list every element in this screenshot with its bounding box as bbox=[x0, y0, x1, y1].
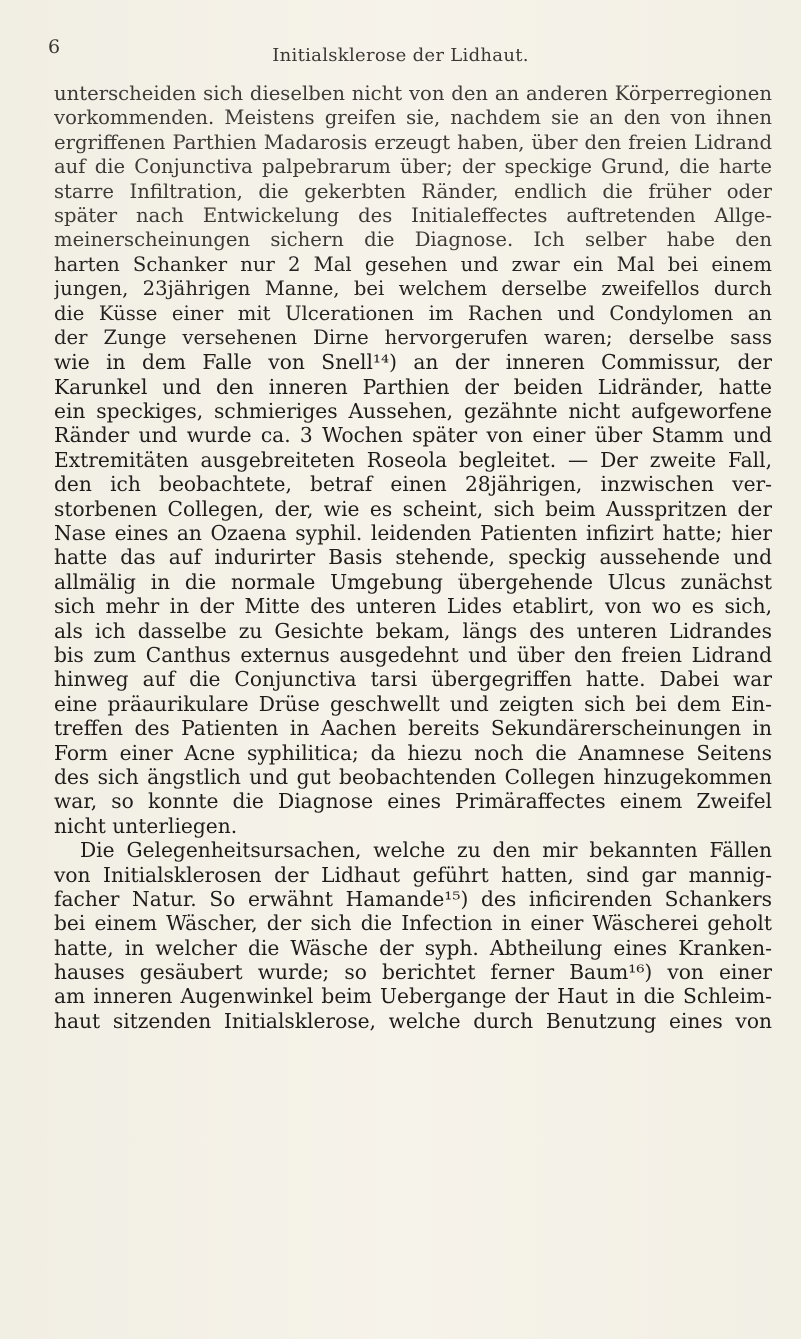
text-line: am inneren Augenwinkel beim Uebergange der Haut in die Schleim- bbox=[54, 984, 772, 1009]
body-text bbox=[54, 82, 772, 1033]
text-line: treffen des Patienten in Aachen bereits Sekundärerscheinungen in bbox=[54, 716, 772, 741]
text-line: als ich dasselbe zu Gesichte bekam, längs des unteren Lidrandes bbox=[54, 618, 772, 643]
text-line: storbenen Collegen, der, wie es scheint, sich beim Ausspritzen der bbox=[54, 496, 772, 521]
text-line: hauses gesäubert wurde; so berichtet ferner Baum¹⁶) von einer bbox=[54, 960, 772, 985]
text-line: auf die Conjunctiva palpebrarum über; der speckige Grund, die harte bbox=[54, 155, 772, 179]
text-line: hatte das auf indurirter Basis stehende, speckig aussehende und bbox=[54, 545, 772, 570]
text-line: Form einer Acne syphilitica; da hiezu noch die Anamnese Seitens bbox=[54, 740, 772, 765]
text-line: haut sitzenden Initialsklerose, welche durch Benutzung eines von bbox=[54, 1008, 772, 1033]
text-line: Die Gelegenheitsursachen, welche zu den mir bekannten Fällen bbox=[80, 838, 772, 863]
text-line: jungen, 23jährigen Manne, bei welchem derselbe zweifellos durch bbox=[54, 277, 772, 301]
text-line: war, so konnte die Diagnose eines Primäraffectes einem Zweifel bbox=[54, 789, 772, 814]
text-line: hinweg auf die Conjunctiva tarsi übergegriffen hatte. Dabei war bbox=[54, 667, 772, 692]
text-line: Extremitäten ausgebreiteten Roseola begleitet. — Der zweite Fall, bbox=[54, 447, 772, 472]
text-line: ein speckiges, schmieriges Aussehen, gezähnte nicht aufgeworfene bbox=[54, 399, 772, 424]
text-line: bis zum Canthus externus ausgedehnt und über den freien Lidrand bbox=[54, 642, 772, 667]
text-line: Ränder und wurde ca. 3 Wochen später von einer über Stamm und bbox=[54, 423, 772, 448]
text-line: später nach Entwickelung des Initialeffectes auftretenden Allge- bbox=[54, 203, 772, 227]
text-line: die Küsse einer mit Ulcerationen im Rachen und Condylomen an bbox=[54, 301, 772, 325]
running-title: Initialsklerose der Lidhaut. bbox=[272, 45, 529, 66]
text-line: von Initialsklerosen der Lidhaut geführt hatten, sind gar mannig- bbox=[54, 862, 772, 887]
text-line: Karunkel und den inneren Parthien der beiden Lidränder, hatte bbox=[54, 374, 772, 399]
text-line: des sich ängstlich und gut beobachtenden Collegen hinzugekommen bbox=[54, 764, 772, 789]
page-number: 6 bbox=[48, 36, 61, 58]
text-line: sich mehr in der Mitte des unteren Lides etablirt, von wo es sich, bbox=[54, 594, 772, 619]
text-line: bei einem Wäscher, der sich die Infection in einer Wäscherei geholt bbox=[54, 911, 772, 936]
text-line: starre Infiltration, die gekerbten Ränder, endlich die früher oder bbox=[54, 179, 772, 203]
text-line: meinerscheinungen sichern die Diagnose. Ich selber habe den bbox=[54, 228, 772, 252]
text-line: ergriffenen Parthien Madarosis erzeugt haben, über den freien Lidrand bbox=[54, 130, 772, 154]
text-line: der Zunge versehenen Dirne hervorgerufen waren; derselbe sass bbox=[54, 325, 772, 349]
text-line: hatte, in welcher die Wäsche der syph. Abtheilung eines Kranken- bbox=[54, 935, 772, 960]
text-line: facher Natur. So erwähnt Hamande¹⁵) des inficirenden Schankers bbox=[54, 886, 772, 911]
text-line: allmälig in die normale Umgebung übergehende Ulcus zunächst bbox=[54, 569, 772, 594]
text-line: wie in dem Falle von Snell¹⁴) an der inneren Commissur, der bbox=[54, 350, 772, 375]
text-line: eine präaurikulare Drüse geschwellt und zeigten sich bei dem Ein- bbox=[54, 691, 772, 716]
text-line: vorkommenden. Meistens greifen sie, nachdem sie an den von ihnen bbox=[54, 106, 772, 130]
text-line: unterscheiden sich dieselben nicht von den an anderen Körperregionen bbox=[54, 82, 772, 105]
text-line: harten Schanker nur 2 Mal gesehen und zwar ein Mal bei einem bbox=[54, 252, 772, 276]
text-line: den ich beobachtete, betraf einen 28jährigen, inzwischen ver- bbox=[54, 472, 772, 497]
text-line: Nase eines an Ozaena syphil. leidenden Patienten infizirt hatte; hier bbox=[54, 521, 772, 546]
text-line: nicht unterliegen. bbox=[54, 813, 238, 838]
